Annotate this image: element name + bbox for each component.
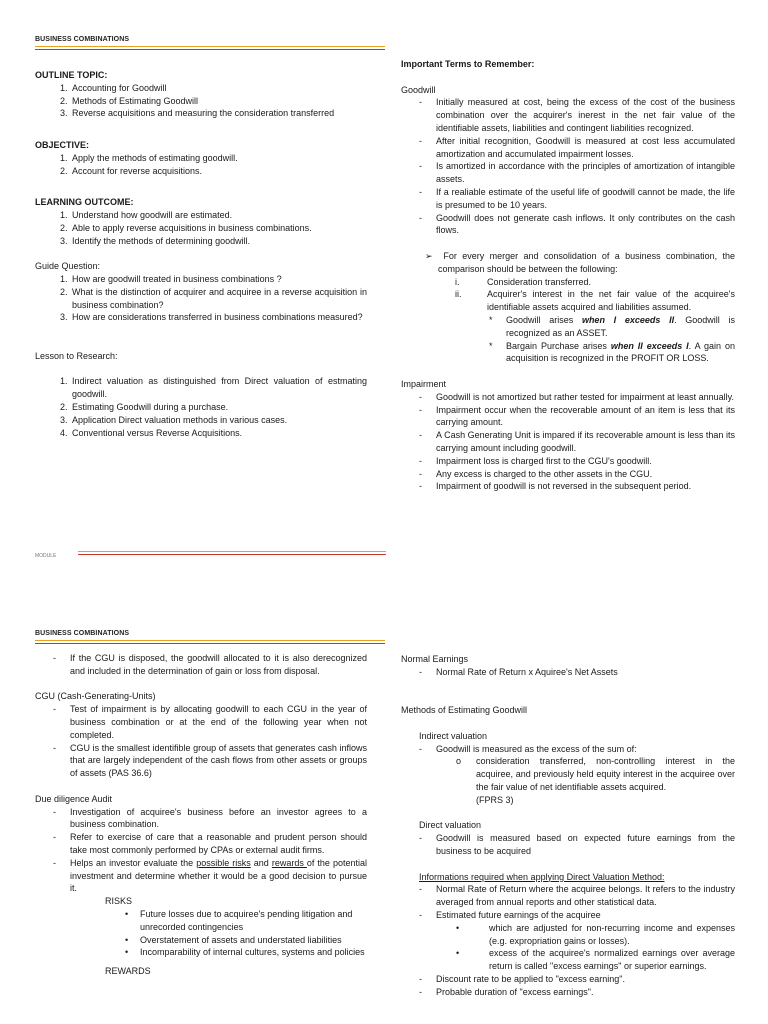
roman-numeral: ii. [455, 289, 462, 300]
cgu-disposed-list [35, 652, 367, 678]
header-rule [35, 640, 385, 641]
research-list [35, 375, 367, 439]
direct-list [401, 832, 735, 858]
list-item: - Impairment occur when the recoverable amount of an item is less that its carrying amount. [436, 404, 735, 430]
left-column [35, 69, 367, 439]
methods-title: Methods of Estimating Goodwill [401, 705, 528, 716]
outline-list [35, 82, 367, 120]
list-item: - If the CGU is disposed, the goodwill allocated to it is also derecognized and included in the determination of gain or loss from disposal. [70, 652, 367, 678]
circle-bullet-icon: o [456, 756, 462, 767]
guide-list [35, 273, 367, 324]
helps-text: and [250, 857, 272, 868]
bargain-purchase-note [401, 340, 735, 366]
note-text: Goodwill arises [506, 314, 582, 325]
list-item: 1. Understand how goodwill are estimated. [70, 209, 367, 222]
research-title: Lesson to Research: [35, 350, 118, 361]
list-item: • Overstatement of assets and understated liabilities [140, 934, 367, 947]
sub-item-text: consideration transferred, non-controlling interest in the acquiree, and previously held equity interest in the acquiree over the fair value of net identifiable assets acquired. [476, 756, 735, 792]
list-item: 2. What is the distinction of acquirer and acquiree in a reverse acquisition in business combination? [70, 286, 367, 312]
left-column [35, 652, 367, 978]
asterisk-icon: * [489, 314, 493, 325]
header-rule-red [35, 49, 385, 50]
note-emphasis: when II exceeds I [610, 340, 689, 351]
page-header: BUSINESS COMBINATIONS [35, 630, 130, 637]
list-item: - Is amortized in accordance with the principles of amortization of intangible assets. [436, 160, 735, 186]
list-item: 3. Identify the methods of determining goodwill. [70, 235, 367, 248]
list-item: - Goodwill does not generate cash inflows. It only contributes on the cash flows. [436, 212, 735, 238]
list-item: - Discount rate to be applied to "excess earning". [436, 973, 735, 986]
list-item: - A Cash Generating Unit is impared if its recoverable amount is less than its carrying amount including goodwill. [436, 429, 735, 455]
info-sub-item [401, 922, 735, 948]
comparison-note [401, 250, 735, 276]
list-item: - Probable duration of "excess earnings". [436, 986, 735, 999]
list-item: 1. Indirect valuation as distinguished from Direct valuation of estmating goodwill. [70, 375, 367, 401]
list-item: 2. Estimating Goodwill during a purchase. [70, 401, 367, 414]
footer-mark: MODULE [35, 553, 57, 559]
list-item: - Goodwill is measured based on expected future earnings from the business to be acquired [436, 832, 735, 858]
indirect-sub-item [401, 755, 735, 793]
normal-earnings-list [401, 666, 735, 679]
info-sub-item [401, 947, 735, 973]
due-diligence-title: Due diligence Audit [35, 793, 113, 804]
list-item: 3. Reverse acquisitions and measuring the consideration transferred [70, 107, 367, 120]
info-title: Informations required when applying Direct Valuation Method: [419, 871, 665, 882]
header-rule [35, 46, 385, 47]
footer-rule-red [78, 554, 386, 555]
bullet-icon: • [456, 922, 460, 933]
list-item: 2. Able to apply reverse acquisitions in business combinations. [70, 222, 367, 235]
impairment-list [401, 391, 735, 493]
roman-text: Acquirer's interest in the net fair value of the acquiree's identifiable assets acquired and liabilities assumed. [487, 289, 735, 313]
roman-text: Consideration transferred. [487, 276, 592, 287]
bullet-icon: • [456, 948, 460, 959]
terms-title: Important Terms to Remember: [401, 59, 535, 69]
list-item: - Normal Rate of Return x Aquiree's Net Assets [436, 666, 735, 679]
goodwill-arises-note [401, 314, 735, 340]
sub-item-text: which are adjusted for non-recurring income and expenses (e.g. expropriation gains or losses). [489, 922, 735, 946]
right-column [401, 58, 735, 493]
info-list [401, 883, 735, 921]
note-text: . A gain on acquisition is recognized in the PROFIT OR LOSS. [506, 340, 735, 364]
page-header: BUSINESS COMBINATIONS [35, 36, 130, 43]
document-page-2 [0, 620, 768, 1024]
cgu-title: CGU (Cash-Generating-Units) [35, 691, 156, 702]
list-item: - Initially measured at cost, being the excess of the cost of the business combination over the acquirer's inerest in the net fair value of the identifiable assets, liabilities and contingent liabilities recognized. [436, 96, 735, 134]
right-column [401, 653, 735, 999]
list-item: - Goodwill is measured as the excess of the sum of: [436, 743, 735, 756]
header-rule-red [35, 643, 385, 644]
list-item: - Test of impairment is by allocating goodwill to each CGU in the year of business combination or at the end of the following year when not completed. [70, 703, 367, 741]
list-item: 1. How are goodwill treated in business combinations ? [70, 273, 367, 286]
list-item: - CGU is the smallest identifible group of assets that generates cash inflows that are largely independent of the cash flows from other assets or groups of assets (PAS 36.6) [70, 742, 367, 780]
fprs-reference: (FPRS 3) [476, 794, 514, 805]
list-item: • Future losses due to acquiree's pending litigation and unrecorded contingencies [140, 908, 367, 934]
objective-title: OBJECTIVE: [35, 139, 90, 150]
info-list-continued [401, 973, 735, 999]
asterisk-icon: * [489, 340, 493, 351]
rewards-term: rewards [271, 857, 307, 868]
rewards-label: REWARDS [105, 966, 151, 977]
indirect-title: Indirect valuation [419, 730, 488, 741]
impairment-title: Impairment [401, 378, 447, 389]
list-item: 2. Methods of Estimating Goodwill [70, 95, 367, 108]
list-item [455, 276, 735, 289]
risks-label: RISKS [105, 896, 133, 907]
list-item: - Refer to exercise of care that a reasonable and prudent person should take most commonly performed by CPAs or external audit firms. [70, 831, 367, 857]
list-item: 2. Account for reverse acquisitions. [70, 165, 367, 178]
note-text: . Goodwill is recognized as an ASSET. [506, 314, 735, 338]
learning-title: LEARNING OUTCOME: [35, 197, 134, 208]
list-item: 1. Apply the methods of estimating goodwill. [70, 152, 367, 165]
risks-term: possible risks [196, 857, 251, 868]
list-item: - Normal Rate of Return where the acquiree belongs. It refers to the industry averaged from annual reports and other statistical data. [436, 883, 735, 909]
list-item: 1. Accounting for Goodwill [70, 82, 367, 95]
roman-numeral: i. [455, 276, 460, 287]
goodwill-title: Goodwill [401, 84, 436, 95]
list-item: - Estimated future earnings of the acquiree [436, 909, 735, 922]
comparison-list [401, 276, 735, 314]
list-item [70, 857, 367, 895]
list-item: - Investigation of acquiree's business before an investor agrees to a business combination. [70, 806, 367, 832]
list-item: • Incomparability of internal cultures, systems and policies [140, 946, 367, 959]
normal-earnings-title: Normal Earnings [401, 654, 469, 664]
learning-list [35, 209, 367, 247]
due-diligence-list [35, 806, 367, 896]
list-item: - Impairment loss is charged first to the CGU's goodwill. [436, 455, 735, 468]
objective-list [35, 152, 367, 178]
comparison-text: For every merger and consolidation of a business combination, the comparison should be between the following: [438, 250, 735, 274]
list-item: - Impairment of goodwill is not reversed in the subsequent period. [436, 480, 735, 493]
list-item: - Goodwill is not amortized but rather tested for impairment at least annually. [436, 391, 735, 404]
list-item [455, 288, 735, 314]
arrow-icon: ➢ [425, 250, 433, 261]
indirect-list [401, 743, 735, 756]
list-item: 3. Application Direct valuation methods in various cases. [70, 414, 367, 427]
footer-rule [78, 551, 386, 552]
sub-item-text: excess of the acquiree's normalized earnings over average return is called "excess earnings" or superior earnings. [489, 948, 735, 972]
risks-list [35, 908, 367, 959]
note-text: Bargain Purchase arises [506, 340, 611, 351]
list-item: - If a realiable estimate of the useful life of goodwill cannot be made, the life is presumed to be 10 years. [436, 186, 735, 212]
helps-text: Helps an investor evaluate the [70, 857, 197, 868]
outline-title: OUTLINE TOPIC: [35, 70, 108, 80]
helps-text: of the potential investment and determine whether it would be a good decision to pursue it. [70, 857, 367, 894]
list-item: - Any excess is charged to the other assets in the CGU. [436, 468, 735, 481]
list-item: 4. Conventional versus Reverse Acquisitions. [70, 427, 367, 440]
guide-title: Guide Question: [35, 261, 101, 272]
goodwill-list [401, 96, 735, 237]
cgu-list [35, 703, 367, 780]
list-item: 3. How are considerations transferred in business combinations measured? [70, 311, 367, 324]
direct-title: Direct valuation [419, 820, 482, 831]
note-emphasis: when I exceeds II [581, 314, 675, 325]
list-item: - After initial recognition, Goodwill is measured at cost less accumulated amortization and accumulated impairment losses. [436, 135, 735, 161]
